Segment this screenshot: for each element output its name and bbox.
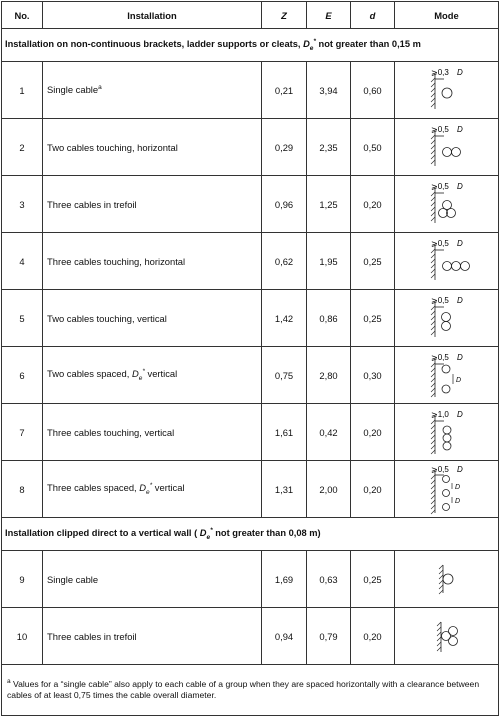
row-e: 2,80 — [307, 347, 351, 404]
row-z: 1,42 — [262, 290, 307, 347]
row-no: 8 — [2, 461, 43, 518]
clearance-label: ⩾0,5 — [430, 182, 449, 191]
table-row — [2, 119, 499, 176]
mode-diagram-cell — [395, 347, 499, 404]
footnote-cell — [2, 665, 499, 716]
cable-installation-table — [1, 1, 499, 716]
footnote-text: Values for a “single cable” also apply to each cable of a group when they are spaced horizontally with a clearance between cables of at least 0,75 times the cable overall diameter. — [7, 678, 480, 701]
row-no: 7 — [2, 404, 43, 461]
mode-diagram-cell — [395, 461, 499, 518]
row-z: 1,69 — [262, 551, 307, 608]
mode-diagram-cell — [395, 233, 499, 290]
table-row — [2, 62, 499, 119]
mode-diagram-cell — [395, 119, 499, 176]
section-heading-suffix: not greater than 0,08 m) — [215, 528, 321, 539]
section-heading-brackets — [2, 29, 499, 62]
row-d: 0,60 — [351, 62, 395, 119]
installation-suffix: vertical — [154, 482, 185, 494]
row-installation — [43, 62, 262, 119]
row-no: 10 — [2, 608, 43, 665]
spacing-de-text: D — [455, 377, 461, 384]
row-e: 2,00 — [307, 461, 351, 518]
clearance-label: ⩾1,0 — [430, 410, 449, 419]
footnote-mark: a — [98, 84, 102, 92]
mode-diagram-cell — [395, 62, 499, 119]
section-heading-wall — [2, 518, 499, 551]
mode-diagram-cell — [395, 404, 499, 461]
row-no: 2 — [2, 119, 43, 176]
de-letter: D — [139, 482, 147, 494]
row-d: 0,25 — [351, 233, 395, 290]
mode-diagram-cell — [395, 608, 499, 665]
de-letter: D — [199, 528, 207, 539]
header-e: E — [307, 2, 351, 29]
row-z: 0,29 — [262, 119, 307, 176]
clearance-de-text: D — [456, 239, 463, 248]
installation-text: Single cable — [47, 84, 99, 96]
row-d: 0,20 — [351, 176, 395, 233]
clearance-de-text: D — [456, 182, 463, 191]
table-row — [2, 347, 499, 404]
de-subscript: e — [138, 375, 143, 382]
row-e: 1,25 — [307, 176, 351, 233]
de-letter: D — [131, 368, 139, 380]
clearance-label: ⩾0,3 — [430, 68, 449, 77]
row-installation: Three cables touching, horizontal — [43, 233, 262, 290]
mode-three-vertical-icon — [417, 406, 477, 458]
header-mode: Mode — [395, 2, 499, 29]
mode-trefoil-icon — [417, 178, 477, 230]
row-installation — [43, 461, 262, 518]
de-superscript: * — [149, 482, 153, 489]
mode-three-spaced-vertical-icon — [417, 463, 477, 515]
row-d: 0,25 — [351, 290, 395, 347]
row-installation: Three cables in trefoil — [43, 176, 262, 233]
de-letter: D — [303, 39, 310, 50]
header-row — [2, 2, 499, 29]
de-symbol — [131, 368, 145, 382]
spacing-de-text: D — [454, 484, 460, 491]
row-installation: Three cables touching, vertical — [43, 404, 262, 461]
row-d: 0,30 — [351, 347, 395, 404]
row-e: 1,95 — [307, 233, 351, 290]
de-subscript: e — [309, 44, 314, 52]
row-e: 0,42 — [307, 404, 351, 461]
row-e: 3,94 — [307, 62, 351, 119]
row-d: 0,20 — [351, 461, 395, 518]
section-heading-cell — [2, 29, 499, 62]
row-z: 0,75 — [262, 347, 307, 404]
mode-diagram-cell — [395, 290, 499, 347]
row-d: 0,20 — [351, 404, 395, 461]
row-z: 1,61 — [262, 404, 307, 461]
row-no: 6 — [2, 347, 43, 404]
de-symbol — [199, 527, 213, 541]
clearance-label: ⩾0,5 — [430, 296, 449, 305]
row-installation: Three cables in trefoil — [43, 608, 262, 665]
table-row — [2, 461, 499, 518]
mode-diagram-cell — [395, 551, 499, 608]
clearance-label: ⩾0,5 — [430, 125, 449, 134]
clearance-de-text: D — [456, 465, 463, 474]
clearance-label: ⩾0,5 — [430, 353, 449, 362]
table-row — [2, 290, 499, 347]
row-d: 0,50 — [351, 119, 395, 176]
row-installation: Two cables touching, horizontal — [43, 119, 262, 176]
section-heading-cell — [2, 518, 499, 551]
mode-wall-single-icon — [417, 559, 477, 599]
clearance-label: ⩾0,5 — [430, 239, 449, 248]
row-no: 9 — [2, 551, 43, 608]
mode-two-horizontal-icon — [417, 121, 477, 173]
clearance-label: ⩾0,5 — [430, 465, 449, 474]
installation-text: Three cables spaced, — [47, 482, 137, 494]
de-subscript: e — [146, 489, 150, 496]
clearance-de-text: D — [456, 296, 463, 305]
row-no: 3 — [2, 176, 43, 233]
de-subscript: e — [206, 533, 211, 541]
clearance-de-text: D — [456, 125, 463, 134]
mode-three-horizontal-icon — [417, 235, 477, 287]
de-superscript: * — [210, 527, 213, 535]
row-e: 2,35 — [307, 119, 351, 176]
header-d: d — [351, 2, 395, 29]
row-no: 1 — [2, 62, 43, 119]
header-installation: Installation — [43, 2, 262, 29]
clearance-de-text: D — [456, 410, 463, 419]
installation-text: Two cables spaced, — [47, 368, 130, 380]
mode-two-spaced-vertical-icon — [417, 349, 477, 401]
row-z: 0,96 — [262, 176, 307, 233]
de-superscript: * — [313, 38, 316, 46]
row-z: 0,21 — [262, 62, 307, 119]
de-superscript: * — [142, 368, 145, 375]
mode-wall-trefoil-icon — [417, 616, 477, 656]
table-row — [2, 233, 499, 290]
section-heading-text: Installation on non-continuous brackets, ladder supports or cleats, — [5, 39, 301, 50]
de-symbol — [139, 482, 153, 496]
row-no: 5 — [2, 290, 43, 347]
installation-suffix: vertical — [147, 368, 178, 380]
row-no: 4 — [2, 233, 43, 290]
table-row — [2, 404, 499, 461]
clearance-de-text: D — [456, 68, 463, 77]
footnote-mark: a — [7, 677, 11, 685]
section-heading-suffix: not greater than 0,15 m — [318, 39, 421, 50]
row-z: 1,31 — [262, 461, 307, 518]
table-row — [2, 176, 499, 233]
mode-two-vertical-icon — [417, 292, 477, 344]
section-heading-text: Installation clipped direct to a vertical wall ( — [5, 528, 198, 539]
row-installation — [43, 347, 262, 404]
row-installation: Two cables touching, vertical — [43, 290, 262, 347]
table-row — [2, 551, 499, 608]
de-symbol — [303, 38, 316, 52]
header-z: Z — [262, 2, 307, 29]
row-e: 0,79 — [307, 608, 351, 665]
table-row — [2, 608, 499, 665]
mode-single-cable-icon — [417, 64, 477, 116]
row-e: 0,86 — [307, 290, 351, 347]
row-installation: Single cable — [43, 551, 262, 608]
clearance-de-text: D — [456, 353, 463, 362]
mode-diagram-cell — [395, 176, 499, 233]
footnote-row — [2, 665, 499, 716]
row-d: 0,25 — [351, 551, 395, 608]
spacing-de-text: D — [454, 498, 460, 505]
row-d: 0,20 — [351, 608, 395, 665]
row-z: 0,62 — [262, 233, 307, 290]
row-z: 0,94 — [262, 608, 307, 665]
row-e: 0,63 — [307, 551, 351, 608]
header-no: No. — [2, 2, 43, 29]
